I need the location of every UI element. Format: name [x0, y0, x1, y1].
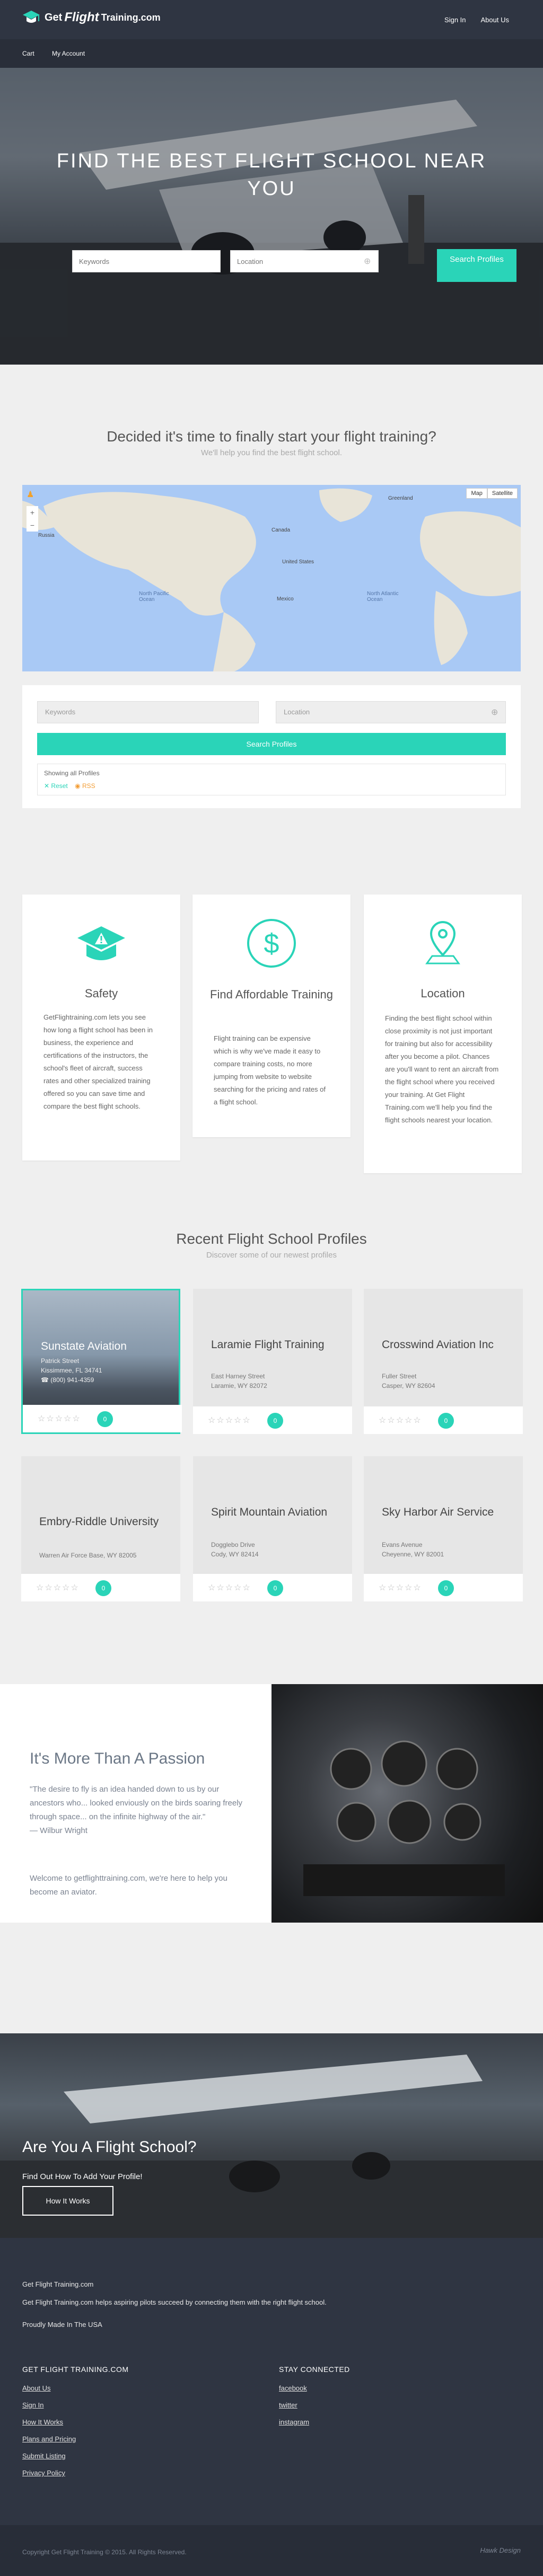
- nav-sign-in[interactable]: Sign In: [444, 16, 466, 24]
- profile-rating-bar: [364, 1574, 523, 1601]
- profile-address: East Harney Street Laramie, WY 82072: [211, 1373, 267, 1389]
- footer-link-plans-pricing[interactable]: Plans and Pricing: [22, 2435, 76, 2443]
- map-type-toggle: [466, 488, 518, 499]
- profile-rating-bar: [23, 1405, 182, 1432]
- profile-name[interactable]: Sunstate Aviation: [41, 1340, 127, 1352]
- profile-name[interactable]: Crosswind Aviation Inc: [382, 1339, 494, 1351]
- hero-overlay: [0, 68, 543, 365]
- map-label: United States: [282, 559, 314, 565]
- map-landmass: [22, 485, 521, 671]
- locate-icon[interactable]: ⊕: [364, 257, 371, 266]
- how-it-works-button[interactable]: How It Works: [22, 2186, 113, 2216]
- rating-stars: ☆☆☆☆☆: [208, 1416, 251, 1425]
- map-label: North Pacific Ocean: [139, 591, 169, 603]
- profile-card[interactable]: [193, 1456, 352, 1601]
- footer-link-privacy-policy[interactable]: Privacy Policy: [22, 2469, 65, 2477]
- profile-card[interactable]: [193, 1289, 352, 1434]
- map-label: Greenland: [388, 495, 413, 501]
- feature-text: Flight training can be expensive which is why we've made it easy to compare training costs, no more jumping from website to website searching for the pricing and rates of a flight school.: [214, 1034, 326, 1106]
- svg-text:$: $: [264, 928, 279, 959]
- top-header: [0, 0, 543, 39]
- review-count-badge[interactable]: 0: [97, 1411, 113, 1427]
- nav-about-us[interactable]: About Us: [480, 16, 509, 24]
- review-count-badge[interactable]: 0: [267, 1413, 283, 1429]
- profile-rating-bar: [21, 1574, 180, 1601]
- cta-title: Are You A Flight School?: [22, 2138, 197, 2156]
- footer-brand: Get Flight Training.com: [22, 2280, 94, 2288]
- rating-stars: ☆☆☆☆☆: [208, 1583, 251, 1592]
- footer-link-instagram[interactable]: instagram: [279, 2418, 310, 2426]
- reset-icon: ✕: [44, 782, 50, 790]
- recent-profiles-title: Recent Flight School Profiles: [176, 1231, 367, 1247]
- feature-text: Finding the best flight school within close proximity is not just important for training but also for accessibility after you become a pilot. Chances are you'll want to rent an aircraft from the flight school where you received your training. At Get Flight Training.com we'll help you find the flight schools nearest your location.: [385, 1014, 499, 1124]
- profile-name[interactable]: Laramie Flight Training: [211, 1339, 325, 1351]
- footer-link-twitter[interactable]: twitter: [279, 2401, 297, 2409]
- rating-stars: ☆☆☆☆☆: [379, 1416, 422, 1425]
- footer-link-about-us[interactable]: About Us: [22, 2384, 51, 2392]
- phone-icon: ☎: [41, 1376, 51, 1384]
- map-type-map-button[interactable]: Map: [466, 488, 487, 499]
- search-panel: [22, 685, 521, 808]
- footer-column-heading: STAY CONNECTED: [279, 2365, 350, 2374]
- feature-title: Safety: [84, 987, 118, 1000]
- profile-card[interactable]: [364, 1289, 523, 1434]
- flight-school-cta: [0, 2033, 543, 2238]
- map-label: Mexico: [277, 596, 294, 602]
- profile-card[interactable]: [364, 1456, 523, 1601]
- nav-cart[interactable]: Cart: [22, 50, 34, 57]
- intro-subtitle: We'll help you find the best flight school.: [200, 448, 343, 457]
- hero-search-button[interactable]: Search Profiles: [437, 249, 516, 282]
- profile-address: Patrick Street Kissimmee, FL 34741 ☎ (800) 941-4359: [41, 1357, 102, 1384]
- feature-card-affordable: [192, 895, 351, 1137]
- search-keyword-input[interactable]: Keywords: [37, 701, 259, 723]
- hero-section: [0, 68, 543, 365]
- rss-icon: ◉: [75, 782, 81, 790]
- designer-signature[interactable]: Hawk Design: [480, 2546, 521, 2554]
- profile-rating-bar: [364, 1406, 523, 1434]
- profile-name[interactable]: Embry-Riddle University: [39, 1516, 159, 1528]
- site-logo[interactable]: [22, 10, 161, 25]
- profile-name[interactable]: Sky Harbor Air Service: [382, 1506, 494, 1518]
- cockpit-gauges: [272, 1684, 543, 1923]
- hero-location-input[interactable]: [230, 250, 379, 272]
- profile-card[interactable]: [21, 1289, 180, 1434]
- world-map[interactable]: [22, 485, 521, 671]
- feature-text: GetFlightraining.com lets you see how long a flight school has been in business, the experience and certifications of the instructors, the school's fleet of aircraft, success rates and other specialized training offered so you can save time and compare the best flight schools.: [43, 1013, 153, 1110]
- profile-card[interactable]: [21, 1456, 180, 1601]
- reset-link[interactable]: Reset: [51, 782, 68, 790]
- map-label: Canada: [272, 527, 291, 533]
- profile-name[interactable]: Spirit Mountain Aviation: [211, 1506, 328, 1518]
- profile-address: Warren Air Force Base, WY 82005: [39, 1552, 137, 1559]
- search-location-input[interactable]: Location: [276, 701, 506, 723]
- passion-quote: "The desire to fly is an idea handed down to us by our ancestors who... looked enviously on the birds soaring freely through space... on the infinite highway of the air." — Wilbur Wright: [30, 1785, 243, 1835]
- site-footer: [0, 2238, 543, 2525]
- review-count-badge[interactable]: 0: [267, 1580, 283, 1596]
- footer-link-submit-listing[interactable]: Submit Listing: [22, 2452, 66, 2460]
- review-count-badge[interactable]: 0: [95, 1580, 111, 1596]
- search-results-box: [37, 764, 506, 795]
- search-locate-icon[interactable]: ⊕: [491, 708, 498, 717]
- search-profiles-button[interactable]: Search Profiles: [37, 733, 506, 755]
- cockpit-image: [272, 1684, 543, 1923]
- logo-text-training: Training.com: [101, 12, 161, 23]
- hero-title: FIND THE BEST FLIGHT SCHOOL NEAR YOU: [56, 150, 487, 200]
- passion-welcome-text: Welcome to getflighttraining.com, we're here to help you become an aviator.: [30, 1874, 227, 1897]
- passion-title: It's More Than A Passion: [30, 1750, 205, 1767]
- feature-title: Find Affordable Training: [210, 988, 333, 1001]
- logo-text-flight: Flight: [64, 10, 99, 24]
- passion-section: [0, 1684, 272, 1923]
- feature-card-safety: [22, 895, 180, 1161]
- profile-address: Fuller Street Casper, WY 82604: [382, 1373, 435, 1389]
- footer-made-in-usa: Proudly Made In The USA: [22, 2321, 102, 2329]
- feature-card-location: [364, 895, 522, 1173]
- footer-link-how-it-works[interactable]: How It Works: [22, 2418, 64, 2426]
- map-type-satellite-button[interactable]: Satellite: [487, 488, 518, 499]
- profile-address: Dogglebo Drive Cody, WY 82414: [211, 1541, 259, 1558]
- profile-rating-bar: [193, 1406, 352, 1434]
- sub-nav: [0, 39, 543, 68]
- rss-link[interactable]: RSS: [82, 782, 95, 790]
- hero-keyword-input[interactable]: [72, 250, 221, 272]
- review-count-badge[interactable]: 0: [438, 1413, 454, 1429]
- nav-my-account[interactable]: My Account: [52, 50, 85, 57]
- map-label: North Atlantic Ocean: [367, 591, 399, 603]
- copyright-bar: [0, 2525, 543, 2576]
- top-nav: [444, 16, 509, 24]
- results-count-text: Showing all Profiles: [44, 769, 100, 777]
- intro-title: Decided it's time to finally start your flight training?: [107, 428, 436, 445]
- rating-stars: ☆☆☆☆☆: [36, 1583, 80, 1592]
- pegman-icon[interactable]: ♟: [27, 490, 34, 499]
- map-label: Russia: [38, 533, 55, 538]
- footer-tagline: Get Flight Training.com helps aspiring pilots succeed by connecting them with the right flight school.: [22, 2298, 327, 2306]
- copyright-text: Copyright Get Flight Training © 2015. All Rights Reserved.: [22, 2548, 187, 2556]
- review-count-badge[interactable]: 0: [438, 1580, 454, 1596]
- profile-address: Evans Avenue Cheyenne, WY 82001: [382, 1541, 444, 1558]
- footer-column-heading: GET FLIGHT TRAINING.COM: [22, 2365, 129, 2374]
- recent-profiles-subtitle: Discover some of our newest profiles: [206, 1251, 337, 1260]
- footer-link-facebook[interactable]: facebook: [279, 2384, 307, 2392]
- graduation-cap-warning-icon: [75, 917, 128, 970]
- map-pin-icon: [416, 917, 469, 970]
- graduation-cap-icon: [22, 10, 40, 25]
- footer-link-sign-in[interactable]: Sign In: [22, 2401, 44, 2409]
- profile-rating-bar: [193, 1574, 352, 1601]
- map-zoom-controls[interactable]: + −: [27, 506, 38, 532]
- feature-title: Location: [421, 987, 465, 1000]
- rating-stars: ☆☆☆☆☆: [379, 1583, 422, 1592]
- rating-stars: ☆☆☆☆☆: [38, 1414, 81, 1423]
- cta-subtitle: Find Out How To Add Your Profile!: [22, 2172, 143, 2181]
- logo-text-get: Get: [45, 11, 63, 23]
- dollar-icon: [245, 917, 298, 970]
